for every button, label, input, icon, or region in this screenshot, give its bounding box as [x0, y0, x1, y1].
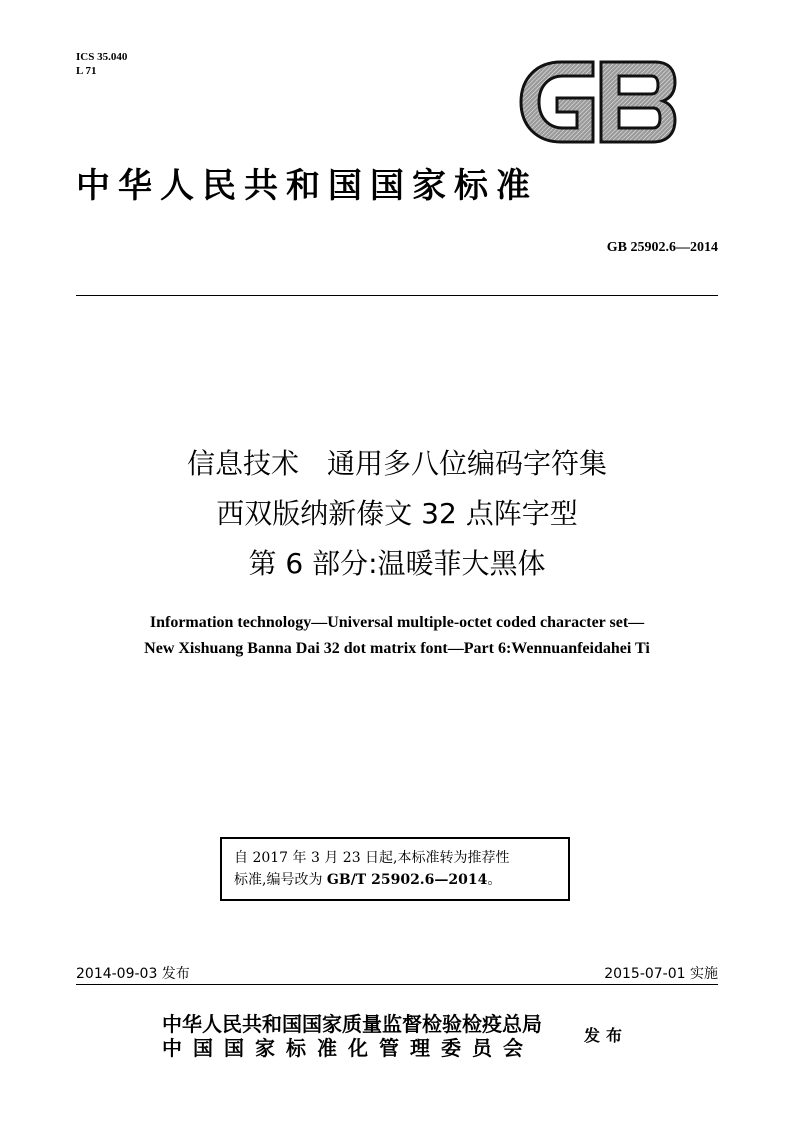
- status-notice-box: [220, 837, 570, 901]
- chinese-title-line-2: 西双版纳新傣文 32 点阵字型: [216, 497, 578, 530]
- country-standard-title: 中华人民共和国国家标准: [76, 166, 538, 206]
- notice-line-2: [234, 869, 568, 891]
- chinese-title-line-3: 第 6 部分:温暖菲大黑体: [248, 547, 546, 580]
- notice-line-2-prefix: 标准,编号改为: [234, 872, 327, 888]
- classification-codes: [76, 50, 127, 78]
- header-divider: [76, 295, 718, 296]
- footer-divider: [76, 984, 718, 985]
- english-title-line-2: New Xishuang Banna Dai 32 dot matrix font—Part 6:Wennuanfeidahei Ti: [144, 640, 650, 657]
- notice-line-2-suffix: 。: [487, 872, 502, 888]
- issue-date: 2014-09-03 发布: [76, 966, 190, 982]
- english-title-line-1: Information technology—Universal multiple-octet coded character set—: [149, 614, 645, 631]
- standard-number: GB 25902.6—2014: [606, 240, 718, 255]
- issuing-organization-2: 中国国家标准化管理委员会: [162, 1036, 534, 1060]
- notice-line-1: 自 2017 年 3 月 23 日起,本标准转为推荐性: [234, 850, 510, 866]
- implementation-date: 2015-07-01 实施: [604, 966, 718, 982]
- notice-new-code: GB/T 25902.6—2014: [326, 872, 488, 888]
- ccs-code: L 71: [76, 65, 97, 77]
- chinese-title-line-1: 信息技术 通用多八位编码字符集: [186, 447, 607, 480]
- gb-logo-icon: [519, 60, 677, 144]
- issuing-organization-1: 中华人民共和国国家质量监督检验检疫总局: [162, 1012, 542, 1036]
- gb-logo: [519, 60, 677, 144]
- publish-label: 发布: [584, 1026, 629, 1045]
- ics-code: ICS 35.040: [76, 51, 128, 63]
